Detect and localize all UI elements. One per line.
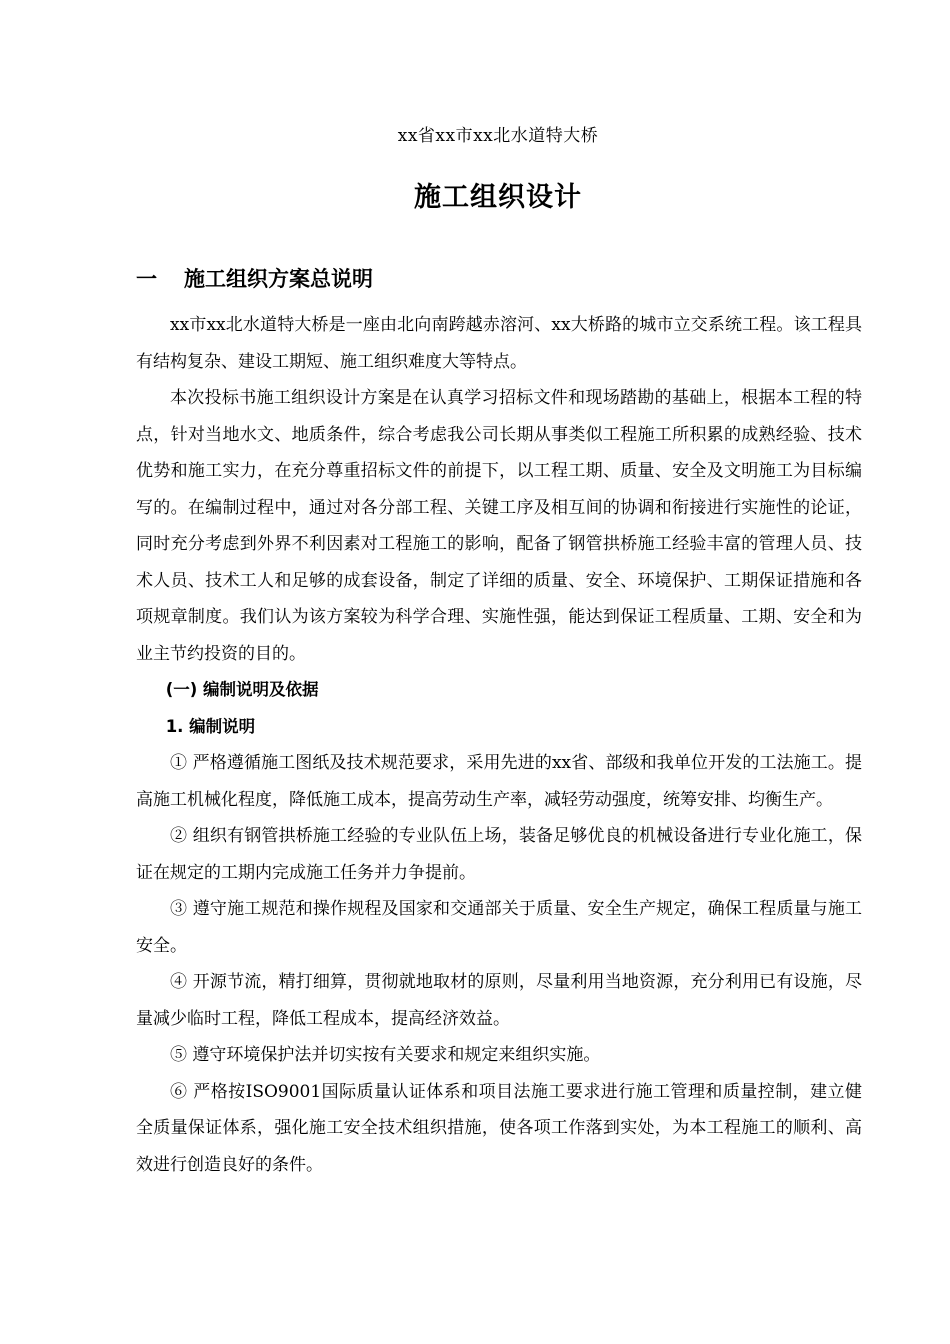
document-body <box>136 307 862 1183</box>
intro-paragraph-2: 本次投标书施工组织设计方案是在认真学习招标文件和现场踏勘的基础上，根据本工程的特点，针对当地水文、地质条件，综合考虑我公司长期从事类似工程施工所积累的成熟经验、技术优势和施工实力，在充分尊重招标文件的前提下，以工程工期、质量、安全及文明施工为目标编写的。在编制过程中，通过对各分部工程、关键工序及相互间的协调和衔接进行实施性的论证，同时充分考虑到外界不利因素对工程施工的影响，配备了钢管拱桥施工经验丰富的管理人员、技术人员、技术工人和足够的成套设备，制定了详细的质量、安全、环境保护、工期保证措施和各项规章制度。我们认为该方案较为科学合理、实施性强，能达到保证工程质量、工期、安全和为业主节约投资的目的。 <box>136 388 862 664</box>
section-number: 一 <box>136 267 157 291</box>
list-item: ③ 遵守施工规范和操作规程及国家和交通部关于质量、安全生产规定，确保工程质量与施工安全。 <box>136 899 862 956</box>
document-title: 施工组织设计 <box>414 182 582 213</box>
list-item: ② 组织有钢管拱桥施工经验的专业队伍上场，装备足够优良的机械设备进行专业化施工，保证在规定的工期内完成施工任务并力争提前。 <box>136 826 862 883</box>
document-pre-title: xx省xx市xx北水道特大桥 <box>397 126 599 146</box>
list-item: ④ 开源节流，精打细算，贯彻就地取材的原则，尽量利用当地资源，充分利用已有设施，尽量减少临时工程，降低工程成本，提高经济效益。 <box>136 972 862 1029</box>
subsubsection-heading: 1. 编制说明 <box>165 716 256 736</box>
intro-paragraph-1: xx市xx北水道特大桥是一座由北向南跨越赤溶河、xx大桥路的城市立交系统工程。该工程具有结构复杂、建设工期短、施工组织难度大等特点。 <box>136 315 862 372</box>
list-item: ⑤ 遵守环境保护法并切实按有关要求和规定来组织实施。 <box>170 1045 601 1065</box>
list-item: ① 严格遵循施工图纸及技术规范要求，采用先进的xx省、部级和我单位开发的工法施工。提高施工机械化程度，降低施工成本，提高劳动生产率，减轻劳动强度，统筹安排、均衡生产。 <box>136 753 862 810</box>
subsection-heading: (一) 编制说明及依据 <box>165 680 319 699</box>
section-heading <box>136 262 373 296</box>
section-title: 施工组织方案总说明 <box>184 267 373 291</box>
list-item: ⑥ 严格按ISO9001国际质量认证体系和项目法施工要求进行施工管理和质量控制，建立健全质量保证体系，强化施工安全技术组织措施，使各项工作落到实处，为本工程施工的顺利、高效进行创造良好的条件。 <box>136 1081 862 1175</box>
